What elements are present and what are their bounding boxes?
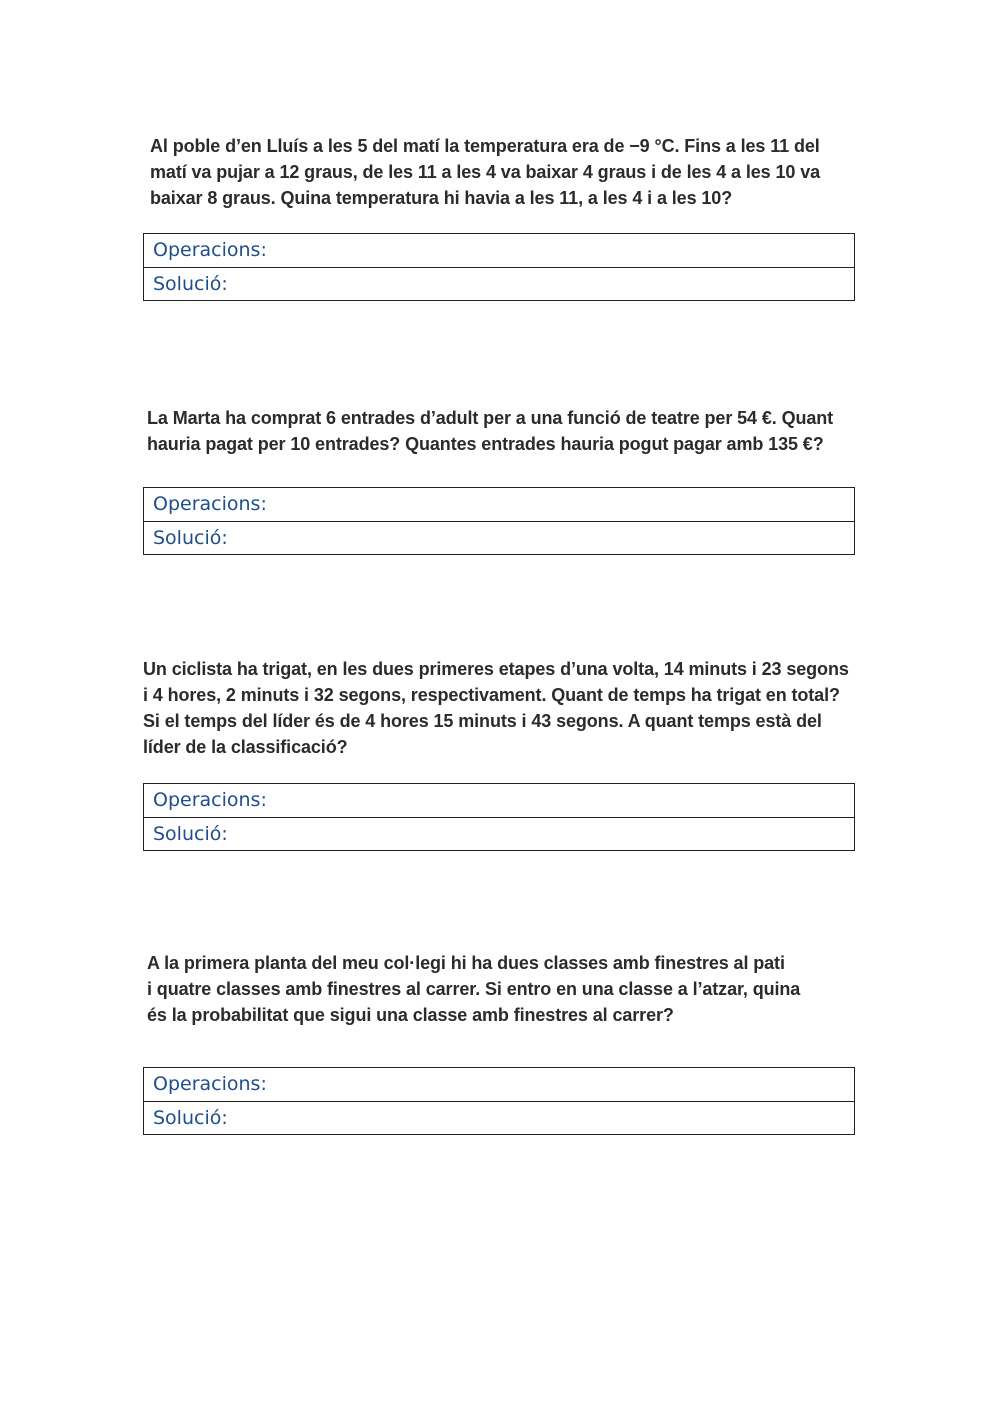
problem-2-text xyxy=(147,405,833,457)
problem-1-operations-field[interactable] xyxy=(144,234,854,267)
problem-1-line-1: Al poble d’en Lluís a les 5 del matí la temperatura era de −9 °C. Fins a les 11 del xyxy=(150,136,820,156)
operations-label: Operacions: xyxy=(153,1073,267,1095)
problem-3-line-1: Un ciclista ha trigat, en les dues primeres etapes d’una volta, 14 minuts i 23 segons xyxy=(143,659,849,679)
operations-label: Operacions: xyxy=(153,493,267,515)
problem-1-line-3: baixar 8 graus. Quina temperatura hi havia a les 11, a les 4 i a les 10? xyxy=(150,188,733,208)
problem-4-answer-box xyxy=(143,1067,855,1135)
problem-3-line-4: líder de la classificació? xyxy=(143,737,348,757)
operations-label: Operacions: xyxy=(153,239,267,261)
problem-2-line-1: La Marta ha comprat 6 entrades d’adult per a una funció de teatre per 54 €. Quant xyxy=(147,408,834,428)
problem-2-solution-field[interactable] xyxy=(144,521,854,554)
problem-4-solution-field[interactable] xyxy=(144,1101,854,1134)
problem-3-operations-field[interactable] xyxy=(144,784,854,817)
problem-1-text xyxy=(150,133,820,211)
problem-1-solution-field[interactable] xyxy=(144,267,854,300)
solution-label: Solució: xyxy=(153,273,228,295)
problem-2-line-2: hauria pagat per 10 entrades? Quantes entrades hauria pogut pagar amb 135 €? xyxy=(147,434,824,454)
operations-label: Operacions: xyxy=(153,789,267,811)
problem-3-solution-field[interactable] xyxy=(144,817,854,850)
problem-3-answer-box xyxy=(143,783,855,851)
problem-2-answer-box xyxy=(143,487,855,555)
problem-3-text xyxy=(143,656,849,760)
problem-3-line-2: i 4 hores, 2 minuts i 32 segons, respectivament. Quant de temps ha trigat en total? xyxy=(143,685,840,705)
problem-4-line-3: és la probabilitat que sigui una classe amb finestres al carrer? xyxy=(147,1005,674,1025)
problem-2-operations-field[interactable] xyxy=(144,488,854,521)
problem-4-text xyxy=(147,950,800,1028)
problem-4-line-1: A la primera planta del meu col·legi hi ha dues classes amb finestres al pati xyxy=(147,953,785,973)
problem-4-line-2: i quatre classes amb finestres al carrer. Si entro en una classe a l’atzar, quina xyxy=(147,979,801,999)
solution-label: Solució: xyxy=(153,527,228,549)
problem-1-line-2: matí va pujar a 12 graus, de les 11 a les 4 va baixar 4 graus i de les 4 a les 10 va xyxy=(150,162,821,182)
solution-label: Solució: xyxy=(153,1107,228,1129)
problem-4-operations-field[interactable] xyxy=(144,1068,854,1101)
problem-3-line-3: Si el temps del líder és de 4 hores 15 minuts i 43 segons. A quant temps està del xyxy=(143,711,822,731)
solution-label: Solució: xyxy=(153,823,228,845)
problem-1-answer-box xyxy=(143,233,855,301)
